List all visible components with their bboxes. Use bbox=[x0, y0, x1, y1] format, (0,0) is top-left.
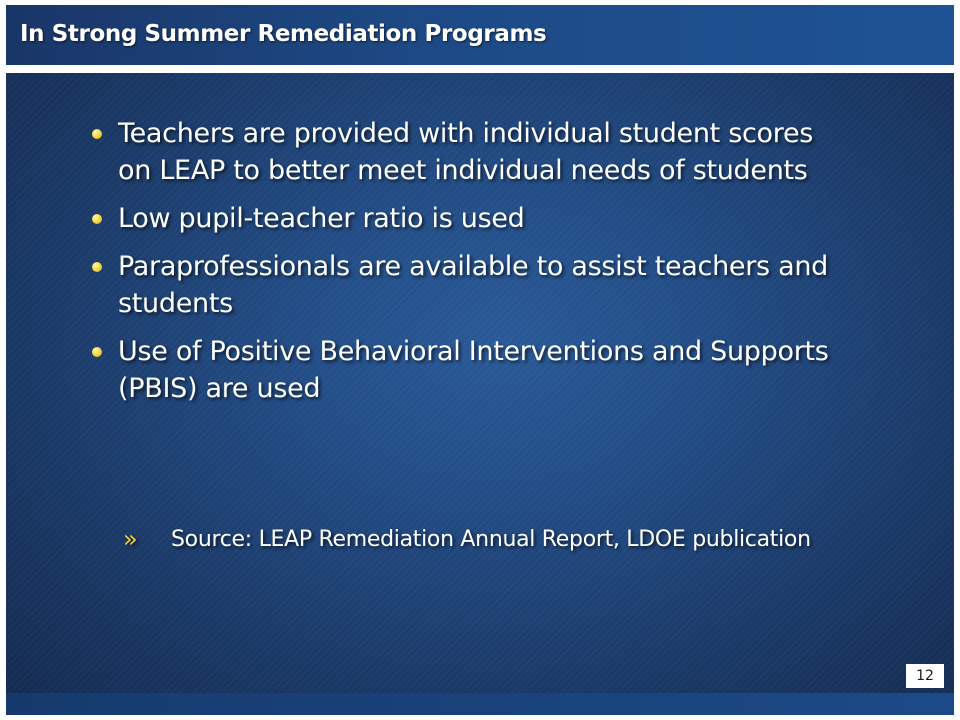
page-number: 12 bbox=[906, 664, 944, 688]
bullet-text: Use of Positive Behavioral Interventions and Supports (PBIS) are used bbox=[118, 336, 829, 404]
slide-title: In Strong Summer Remediation Programs bbox=[20, 21, 547, 47]
bullet-dot-icon bbox=[92, 262, 102, 272]
bullet-item bbox=[92, 115, 852, 189]
bullet-item bbox=[92, 200, 852, 237]
source-text: Source: LEAP Remediation Annual Report, LDOE publication bbox=[171, 527, 811, 552]
title-bar bbox=[6, 5, 954, 65]
content-area bbox=[6, 73, 954, 715]
bullet-item bbox=[92, 333, 852, 407]
bullet-text: Teachers are provided with individual student scores on LEAP to better meet individual needs of students bbox=[118, 118, 814, 186]
bottom-band bbox=[6, 693, 954, 715]
bullet-list bbox=[92, 115, 852, 418]
bullet-item bbox=[92, 248, 852, 322]
bullet-dot-icon bbox=[92, 347, 102, 357]
bullet-dot-icon bbox=[92, 214, 102, 224]
bullet-dot-icon bbox=[92, 129, 102, 139]
bullet-text: Paraprofessionals are available to assist teachers and students bbox=[118, 251, 828, 319]
source-note bbox=[123, 525, 823, 555]
bullet-text: Low pupil-teacher ratio is used bbox=[118, 203, 525, 234]
double-chevron-icon: » bbox=[123, 525, 138, 553]
